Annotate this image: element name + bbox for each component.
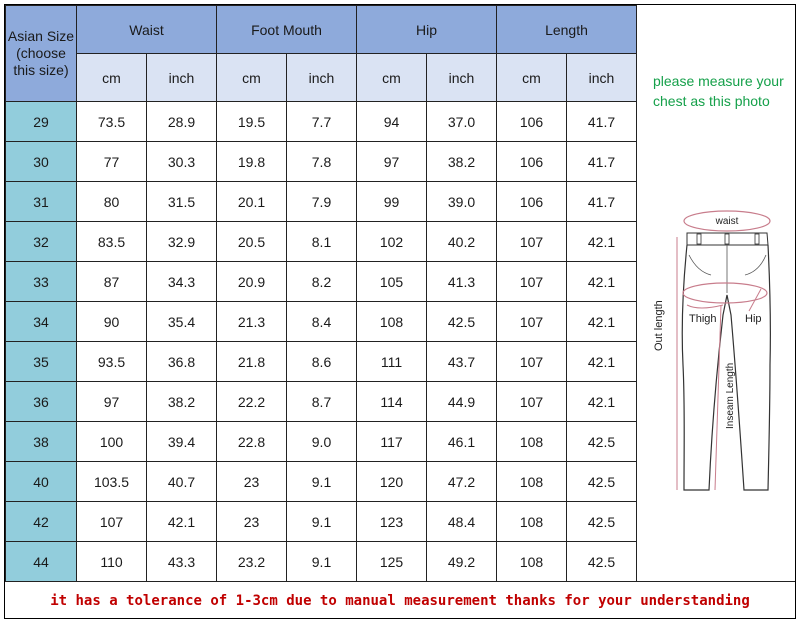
waist-header: Waist (77, 6, 217, 54)
measurement-cell: 42.5 (567, 462, 637, 502)
size-row (6, 222, 637, 262)
waist-label: waist (715, 216, 739, 227)
measurement-cell: 117 (357, 422, 427, 462)
measurement-cell: 47.2 (427, 462, 497, 502)
measurement-cell: 9.1 (287, 462, 357, 502)
size-row (6, 462, 637, 502)
measurement-cell: 9.1 (287, 542, 357, 582)
asian-size-cell: 32 (6, 222, 77, 262)
measurement-cell: 39.4 (147, 422, 217, 462)
hip-header: Hip (357, 6, 497, 54)
measurement-cell: 21.3 (217, 302, 287, 342)
length-header: Length (497, 6, 637, 54)
pocket-line (689, 255, 711, 275)
size-row (6, 102, 637, 142)
hip-label: Hip (745, 313, 762, 325)
size-row (6, 422, 637, 462)
size-row (6, 382, 637, 422)
measurement-cell: 107 (497, 302, 567, 342)
size-row (6, 542, 637, 582)
pants-diagram (637, 5, 795, 581)
measurement-cell: 102 (357, 222, 427, 262)
measurement-cell: 23.2 (217, 542, 287, 582)
measurement-cell: 105 (357, 262, 427, 302)
size-row (6, 262, 637, 302)
measurement-cell: 19.5 (217, 102, 287, 142)
unit-cell: cm (77, 54, 147, 102)
measurement-cell: 108 (497, 542, 567, 582)
measurement-cell: 9.0 (287, 422, 357, 462)
thigh-label: Thigh (689, 313, 717, 325)
measurement-cell: 108 (357, 302, 427, 342)
measurement-cell: 94 (357, 102, 427, 142)
measurement-cell: 23 (217, 502, 287, 542)
inseam-label: Inseam Length (725, 362, 736, 429)
measurement-cell: 42.5 (427, 302, 497, 342)
measurement-cell: 42.5 (567, 422, 637, 462)
measurement-cell: 40.2 (427, 222, 497, 262)
measurement-cell: 42.1 (567, 382, 637, 422)
measurement-cell: 114 (357, 382, 427, 422)
measurement-cell: 103.5 (77, 462, 147, 502)
measurement-cell: 7.9 (287, 182, 357, 222)
measurement-cell: 80 (77, 182, 147, 222)
size-rows (6, 102, 637, 582)
asian-size-cell: 36 (6, 382, 77, 422)
measurement-cell: 99 (357, 182, 427, 222)
unit-cell: cm (217, 54, 287, 102)
size-row (6, 302, 637, 342)
size-chart-table (5, 5, 637, 582)
measurement-cell: 32.9 (147, 222, 217, 262)
measurement-cell: 42.1 (567, 222, 637, 262)
measurement-cell: 42.1 (567, 342, 637, 382)
measurement-cell: 93.5 (77, 342, 147, 382)
asian-size-cell: 42 (6, 502, 77, 542)
measurement-cell: 123 (357, 502, 427, 542)
unit-cell: inch (567, 54, 637, 102)
measurement-cell: 97 (357, 142, 427, 182)
measurement-cell: 107 (497, 342, 567, 382)
measurement-cell: 106 (497, 142, 567, 182)
measurement-cell: 23 (217, 462, 287, 502)
measurement-cell: 39.0 (427, 182, 497, 222)
hip-pointer (749, 289, 761, 311)
measurement-cell: 38.2 (427, 142, 497, 182)
measurement-cell: 97 (77, 382, 147, 422)
measurement-cell: 7.8 (287, 142, 357, 182)
measurement-cell: 8.1 (287, 222, 357, 262)
measurement-cell: 73.5 (77, 102, 147, 142)
asian-size-header: Asian Size (choose this size) (6, 6, 77, 102)
measurement-cell: 8.2 (287, 262, 357, 302)
measurement-cell: 41.7 (567, 142, 637, 182)
asian-size-cell: 35 (6, 342, 77, 382)
measurement-cell: 8.7 (287, 382, 357, 422)
waistband-outline (687, 233, 768, 245)
measurement-cell: 107 (497, 382, 567, 422)
measurement-cell: 34.3 (147, 262, 217, 302)
measurement-cell: 22.2 (217, 382, 287, 422)
measurement-cell: 41.7 (567, 182, 637, 222)
asian-size-cell: 40 (6, 462, 77, 502)
measurement-cell: 43.3 (147, 542, 217, 582)
measurement-cell: 42.1 (147, 502, 217, 542)
measurement-cell: 120 (357, 462, 427, 502)
measurement-photo (637, 5, 795, 581)
measurement-cell: 42.1 (567, 262, 637, 302)
measurement-cell: 46.1 (427, 422, 497, 462)
measurement-cell: 87 (77, 262, 147, 302)
measurement-cell: 42.5 (567, 502, 637, 542)
asian-size-cell: 29 (6, 102, 77, 142)
measurement-cell: 43.7 (427, 342, 497, 382)
unit-cell: inch (147, 54, 217, 102)
measurement-cell: 42.1 (567, 302, 637, 342)
asian-size-cell: 34 (6, 302, 77, 342)
measurement-cell: 42.5 (567, 542, 637, 582)
measurement-cell: 49.2 (427, 542, 497, 582)
tolerance-note: it has a tolerance of 1-3cm due to manual measurement thanks for your understanding (5, 581, 795, 620)
measurement-cell: 106 (497, 102, 567, 142)
measurement-cell: 35.4 (147, 302, 217, 342)
measurement-cell: 20.5 (217, 222, 287, 262)
measurement-cell: 108 (497, 502, 567, 542)
measurement-cell: 31.5 (147, 182, 217, 222)
measurement-cell: 21.8 (217, 342, 287, 382)
asian-size-cell: 31 (6, 182, 77, 222)
measurement-cell: 41.3 (427, 262, 497, 302)
measurement-cell: 38.2 (147, 382, 217, 422)
measurement-cell: 20.9 (217, 262, 287, 302)
asian-size-cell: 38 (6, 422, 77, 462)
measurement-cell: 48.4 (427, 502, 497, 542)
measurement-cell: 28.9 (147, 102, 217, 142)
size-row (6, 502, 637, 542)
belt-loop (755, 234, 759, 244)
measurement-cell: 90 (77, 302, 147, 342)
asian-size-cell: 33 (6, 262, 77, 302)
measurement-cell: 20.1 (217, 182, 287, 222)
thigh-line (687, 305, 723, 308)
measurement-cell: 40.7 (147, 462, 217, 502)
measurement-cell: 8.6 (287, 342, 357, 382)
measurement-cell: 8.4 (287, 302, 357, 342)
measurement-cell: 7.7 (287, 102, 357, 142)
measure-note: please measure your chest as this photo (653, 73, 784, 109)
foot-mouth-header: Foot Mouth (217, 6, 357, 54)
measurement-cell: 41.7 (567, 102, 637, 142)
measurement-cell: 107 (497, 222, 567, 262)
measurement-cell: 111 (357, 342, 427, 382)
size-row (6, 182, 637, 222)
measurement-cell: 30.3 (147, 142, 217, 182)
unit-cell: cm (357, 54, 427, 102)
measurement-cell: 83.5 (77, 222, 147, 262)
belt-loop (697, 234, 701, 244)
measurement-cell: 110 (77, 542, 147, 582)
measurement-cell: 77 (77, 142, 147, 182)
out-length-label: Out length (653, 300, 665, 351)
measurement-cell: 22.8 (217, 422, 287, 462)
measurement-cell: 125 (357, 542, 427, 582)
measurement-cell: 37.0 (427, 102, 497, 142)
asian-size-cell: 44 (6, 542, 77, 582)
unit-cell: inch (287, 54, 357, 102)
measurement-cell: 107 (77, 502, 147, 542)
belt-loop (725, 234, 729, 244)
unit-cell: inch (427, 54, 497, 102)
hip-ellipse (683, 283, 767, 303)
measurement-cell: 36.8 (147, 342, 217, 382)
pocket-line (745, 255, 766, 275)
asian-size-cell: 30 (6, 142, 77, 182)
measurement-cell: 9.1 (287, 502, 357, 542)
measurement-cell: 19.8 (217, 142, 287, 182)
size-row (6, 342, 637, 382)
measurement-cell: 106 (497, 182, 567, 222)
inseam-line (715, 305, 721, 490)
measurement-cell: 108 (497, 462, 567, 502)
measurement-cell: 100 (77, 422, 147, 462)
size-row (6, 142, 637, 182)
measurement-cell: 108 (497, 422, 567, 462)
measurement-cell: 107 (497, 262, 567, 302)
measurement-cell: 44.9 (427, 382, 497, 422)
unit-cell: cm (497, 54, 567, 102)
